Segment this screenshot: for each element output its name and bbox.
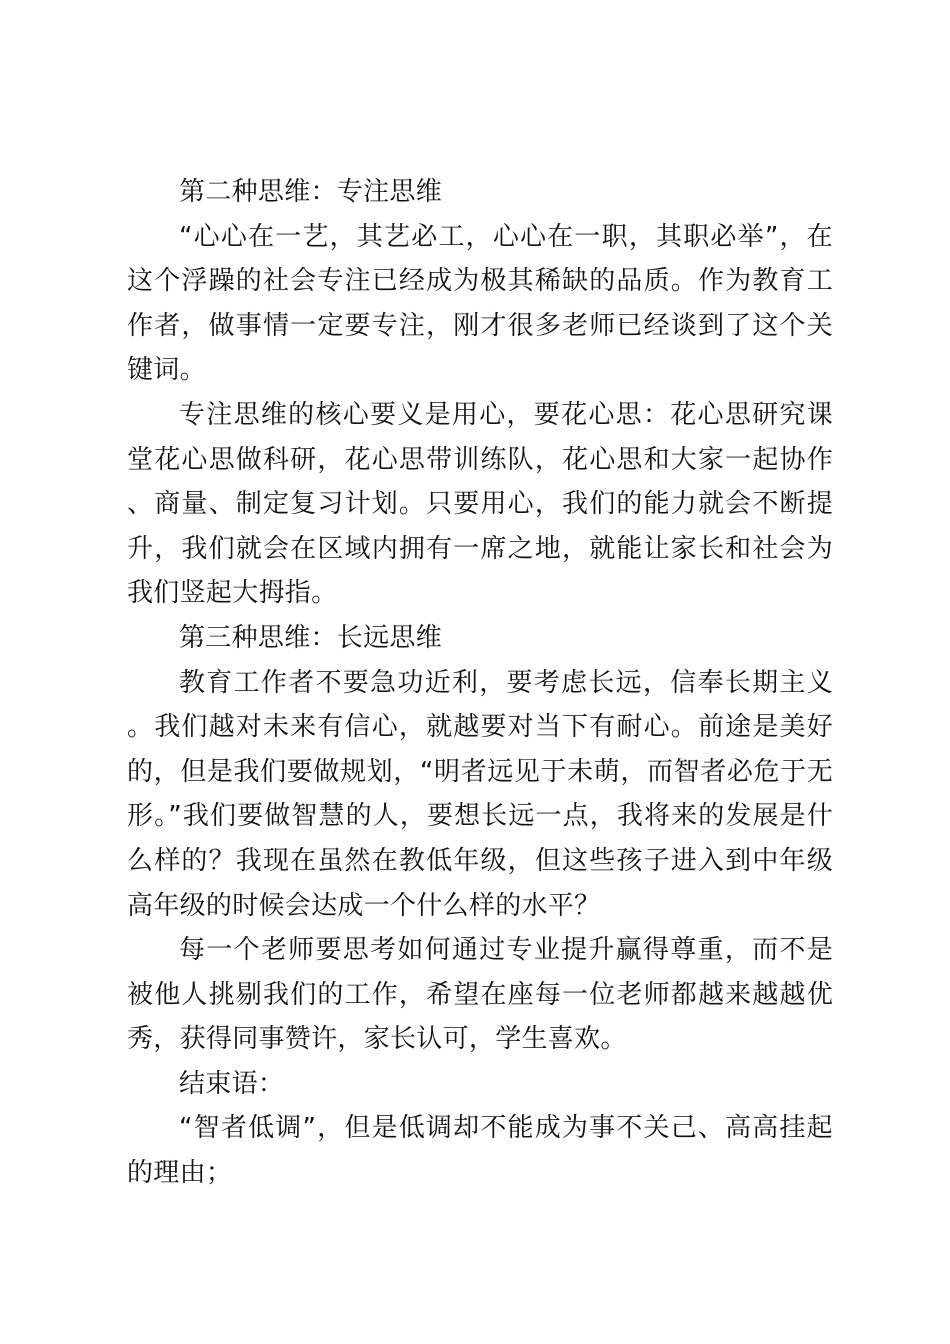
paragraph-long-term: 教育工作者不要急功近利，要考虑长远，信奉长期主义。我们越对未来有信心，就越要对当下有耐心。前途是美好的，但是我们要做规划，“明者远见于未萌，而智者必危于无形。”我们要做智慧的人，要想长远一点，我将来的发展是什么样的？我现在虽然在教低年级，但这些孩子进入到中年级高年级的时候会达成一个什么样的水平？: [127, 667, 833, 921]
section-heading-conclusion: 结束语：: [179, 1068, 285, 1099]
paragraph-focus-core: 专注思维的核心要义是用心，要花心思：花心思研究课堂花心思做科研，花心思带训练队，花心思和大家一起协作、商量、制定复习计划。只要用心，我们的能力就会不断提升，我们就会在区域内拥有一席之地，就能让家长和社会为我们竖起大拇指。: [127, 399, 833, 609]
paragraph-respect: 每一个老师要思考如何通过专业提升赢得尊重，而不是被他人挑剔我们的工作，希望在座每一位老师都越来越越优秀，获得同事赞许，家长认可，学生喜欢。: [127, 935, 833, 1055]
section-heading-focus-thinking: 第二种思维：专注思维: [179, 177, 443, 207]
document-body: [127, 170, 833, 1196]
paragraph-focus-quote: “心心在一艺，其艺必工，心心在一职，其职必举”，在这个浮躁的社会专注已经成为极其稀缺的品质。作为教育工作者，做事情一定要专注，刚才很多老师已经谈到了这个关键词。: [127, 221, 833, 386]
section-heading-long-term-thinking: 第三种思维：长远思维: [179, 622, 443, 653]
paragraph-conclusion: “智者低调”，但是低调却不能成为事不关己、高高挂起的理由；: [127, 1113, 833, 1189]
